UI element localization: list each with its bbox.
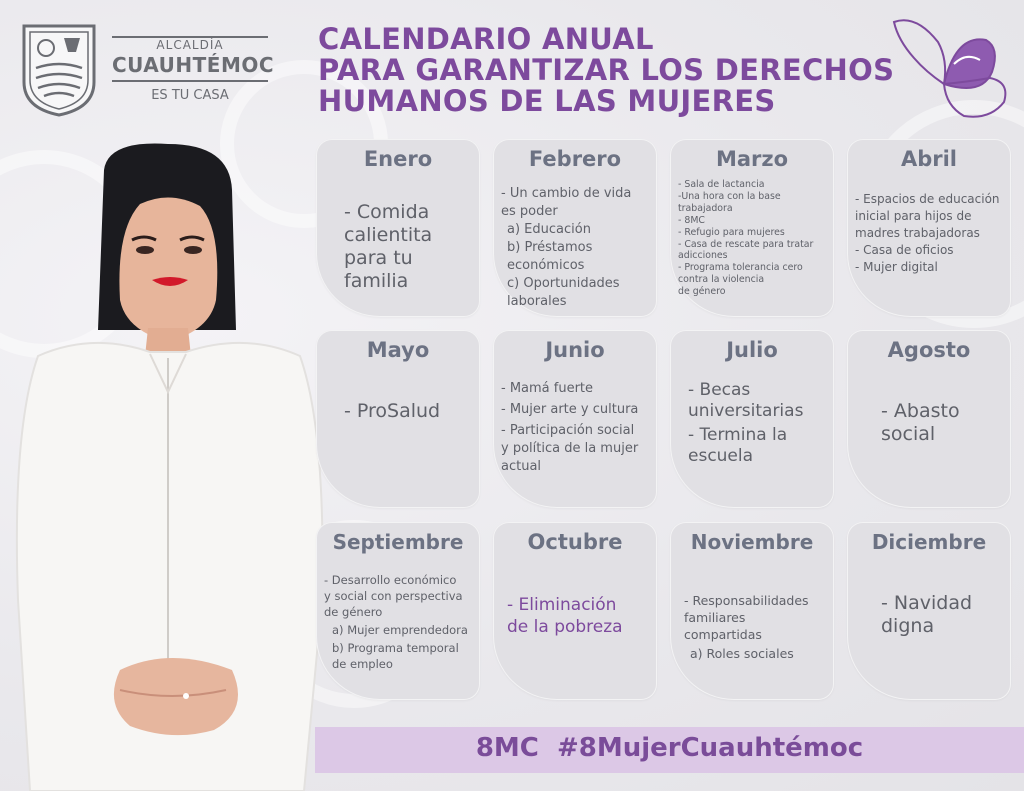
- month-card-julio: [670, 330, 834, 508]
- month-item: a) Educación: [507, 222, 591, 237]
- month-item: de empleo: [332, 657, 393, 671]
- brand-line-alcaldia: ALCALDÍA: [112, 36, 268, 52]
- month-item: - Programa tolerancia cero: [678, 262, 803, 274]
- month-name: Septiembre: [332, 530, 464, 554]
- month-name: Abril: [900, 147, 958, 171]
- month-item: familiares: [684, 610, 746, 625]
- month-item: de género: [324, 605, 383, 619]
- month-item: trabajadora: [678, 202, 733, 214]
- brand-line-es-tu-casa: ES TU CASA: [151, 88, 229, 103]
- month-items: [507, 594, 651, 638]
- month-name: Marzo: [715, 147, 789, 171]
- month-item: y social con perspectiva: [324, 589, 463, 603]
- month-item: a) Roles sociales: [690, 646, 794, 661]
- hashtag-text: 8MC #8MujerCuauhtémoc: [475, 733, 864, 763]
- month-item: - Comida: [344, 201, 430, 223]
- month-item: - Responsabilidades: [684, 593, 809, 608]
- title-line-2: PARA GARANTIZAR LOS DERECHOS: [318, 53, 895, 87]
- month-item: - Casa de rescate para tratar: [678, 238, 814, 250]
- month-name: Agosto: [887, 338, 971, 362]
- month-items: [881, 400, 1005, 446]
- month-item: - Abasto: [881, 400, 960, 422]
- month-item: - Eliminación: [507, 595, 617, 615]
- month-item: - Refugio para mujeres: [678, 226, 785, 238]
- month-items: [501, 185, 651, 311]
- month-item: familia: [344, 270, 409, 292]
- month-item: laborales: [507, 294, 567, 309]
- month-items: [688, 380, 828, 467]
- page-title: [318, 24, 894, 117]
- month-item: adicciones: [678, 250, 728, 262]
- month-items: [324, 572, 474, 672]
- month-name: Julio: [726, 338, 778, 362]
- month-item: c) Oportunidades: [507, 276, 620, 291]
- month-items: [855, 191, 1005, 276]
- month-item: - Un cambio de vida: [501, 186, 632, 201]
- month-item: - Desarrollo económico: [324, 573, 457, 587]
- month-item: social: [881, 423, 936, 445]
- month-name: Enero: [363, 147, 433, 171]
- month-card-noviembre: [670, 522, 834, 700]
- month-item: compartidas: [684, 627, 762, 642]
- month-item: para tu: [344, 247, 413, 269]
- month-item: - Mujer arte y cultura: [501, 402, 639, 417]
- month-item: madres trabajadoras: [855, 226, 980, 240]
- month-items: [344, 201, 474, 293]
- month-item: digna: [881, 615, 935, 637]
- month-item: - Espacios de educación: [855, 192, 1000, 206]
- month-name: Diciembre: [871, 530, 987, 554]
- month-name: Octubre: [527, 530, 623, 554]
- hashtag-banner: [315, 727, 1024, 773]
- month-item: y política de la mujer: [501, 441, 639, 456]
- month-name: Febrero: [528, 147, 622, 171]
- month-item: es poder: [501, 204, 558, 219]
- brand-line-cuauhtemoc: CUAUHTÉMOC: [112, 53, 275, 77]
- month-item: - ProSalud: [344, 400, 441, 422]
- butterfly-icon: [886, 12, 1012, 130]
- month-card-diciembre: [847, 522, 1011, 700]
- month-item: - 8MC: [678, 214, 705, 226]
- month-item: contra la violencia: [678, 274, 765, 286]
- month-item: - Termina la: [688, 425, 788, 445]
- month-item: - Participación social: [501, 423, 635, 438]
- month-item: a) Mujer emprendedora: [332, 623, 468, 637]
- month-item: b) Préstamos: [507, 240, 593, 255]
- month-items: [678, 179, 828, 298]
- month-item: - Casa de oficios: [855, 243, 954, 257]
- month-items: [501, 380, 651, 476]
- month-item: - Mamá fuerte: [501, 381, 594, 396]
- portrait-photo: [0, 130, 330, 791]
- month-item: económicos: [507, 258, 585, 273]
- month-card-febrero: [493, 139, 657, 317]
- month-item: -Una hora con la base: [678, 190, 781, 202]
- month-item: - Sala de lactancia: [678, 179, 765, 190]
- month-item: escuela: [688, 446, 754, 466]
- title-line-1: CALENDARIO ANUAL: [318, 22, 654, 56]
- month-items: [881, 592, 1005, 638]
- brand-divider: [112, 80, 268, 82]
- month-item: inicial para hijos de: [855, 209, 972, 223]
- month-card-octubre: [493, 522, 657, 700]
- month-item: b) Programa temporal: [332, 641, 459, 655]
- month-card-marzo: [670, 139, 834, 317]
- month-name: Junio: [545, 338, 605, 362]
- month-item: de la pobreza: [507, 617, 623, 637]
- month-card-agosto: [847, 330, 1011, 508]
- title-line-3: HUMANOS DE LAS MUJERES: [318, 84, 776, 118]
- month-card-septiembre: [316, 522, 480, 700]
- month-item: - Navidad: [881, 592, 973, 614]
- month-name: Mayo: [366, 338, 430, 362]
- brand-wordmark: [112, 36, 275, 104]
- month-card-mayo: [316, 330, 480, 508]
- month-card-enero: [316, 139, 480, 317]
- month-item: - Becas: [688, 380, 751, 400]
- month-card-junio: [493, 330, 657, 508]
- month-item: de género: [678, 286, 726, 298]
- month-items: [344, 400, 474, 423]
- coat-of-arms-logo: [20, 22, 98, 118]
- month-item: calientita: [344, 224, 433, 246]
- month-item: actual: [501, 459, 542, 474]
- month-card-abril: [847, 139, 1011, 317]
- month-items: [684, 592, 828, 662]
- month-item: - Mujer digital: [855, 260, 938, 274]
- month-item: universitarias: [688, 401, 804, 421]
- month-name: Noviembre: [690, 530, 814, 554]
